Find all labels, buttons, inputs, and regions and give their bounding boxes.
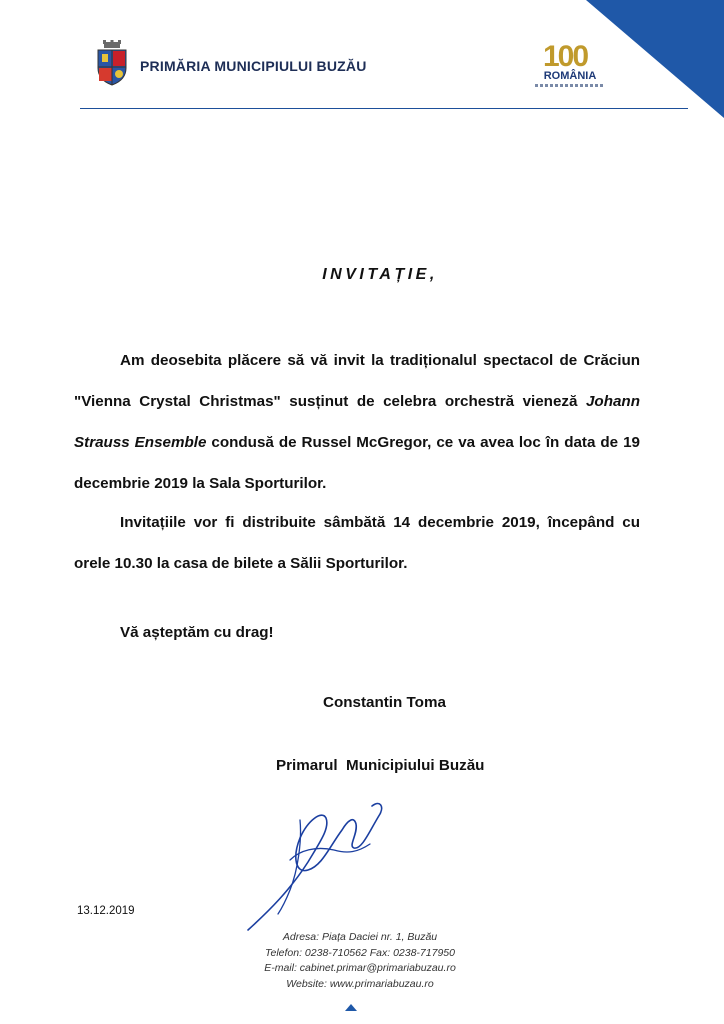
paragraph-invitation [74,340,640,504]
handwritten-signature [230,790,390,940]
logo-number: 100 [543,40,588,73]
logo-tagline-strip [535,84,605,87]
email-line: E-mail: cabinet.primar@primariabuzau.ro [264,962,456,974]
org-name: PRIMĂRIA MUNICIPIULUI BUZĂU [140,58,367,74]
website-line: Website: www.primariabuzau.ro [286,977,434,990]
address-line: Adresa: Piața Daciei nr. 1, Buzău [282,931,438,943]
signer-position: Primarul Municipiului Buzău [276,757,485,774]
ensemble-name: Johann Strauss Ensemble [74,393,640,451]
letter-date: 13.12.2019 [77,905,135,917]
logo-country: ROMÂNIA [543,70,597,82]
signer-name: Constantin Toma [323,694,446,711]
romania-100-logo [535,40,605,98]
coat-of-arms-icon [94,40,130,86]
letter-title: INVITAȚIE, [322,266,438,283]
paragraph-invitation-text-cont: condusă de Russel McGregor, ce va avea loc în data de 19 decembrie 2019 la Sala Sporturilor. [74,434,640,492]
footer-triangle-icon [345,1004,357,1011]
closing-line: Vă așteptăm cu drag! [120,624,274,641]
phone-fax-line: Telefon: 0238-710562 Fax: 0238-717950 [265,946,455,959]
header-divider [80,108,688,109]
paragraph-distribution: Invitațiile vor fi distribuite sâmbătă 14 decembrie 2019, începând cu orele 10.30 la casa de bilete a Sălii Sporturilor. [74,514,640,572]
corner-decoration [586,0,724,118]
contact-block [230,930,490,992]
paragraph-invitation-text: Am deosebita plăcere să vă invit la tradiționalul spectacol de Crăciun "Vienna Crystal Christmas" susținut de celebra orchestră vieneză [74,352,640,410]
